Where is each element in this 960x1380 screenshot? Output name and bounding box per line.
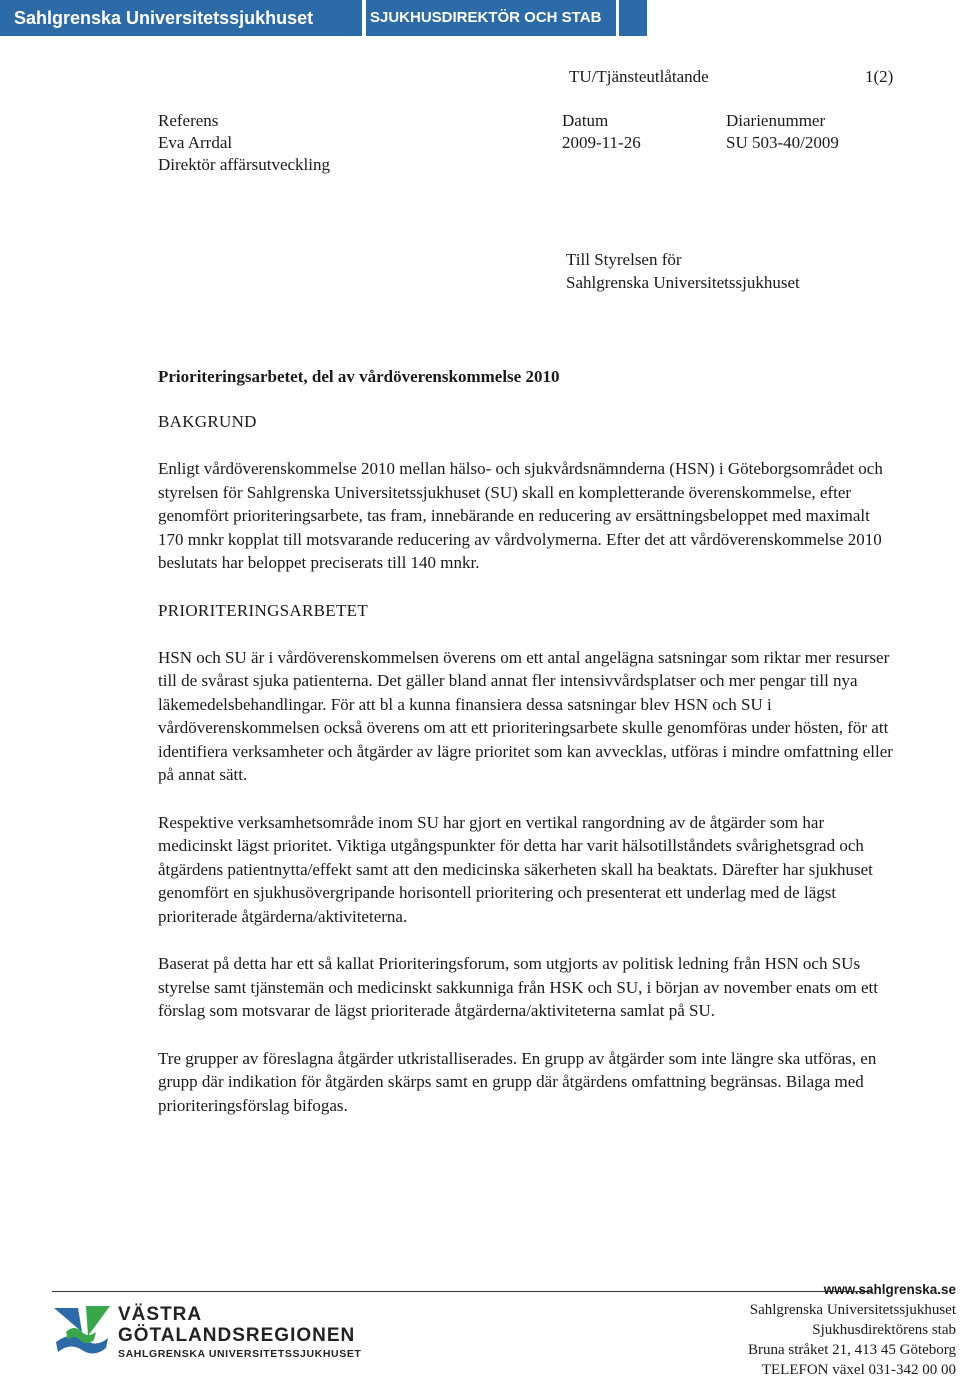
website-link[interactable]: www.sahlgrenska.se <box>823 1282 956 1297</box>
diary-label: Diarienummer <box>726 111 826 130</box>
banner-hospital-name: Sahlgrenska Universitetssjukhuset <box>0 0 362 36</box>
logo-text-line: VÄSTRA <box>118 1304 203 1325</box>
footer-dept: Sjukhusdirektörens stab <box>812 1322 956 1338</box>
recipient-line: Till Styrelsen för <box>566 250 682 269</box>
logo-text-line: SAHLGRENSKA UNIVERSITETSSJUKHUSET <box>118 1348 362 1360</box>
date-label: Datum <box>562 111 609 130</box>
paragraph: HSN och SU är i vårdöverenskommelsen överens om ett antal angelägna satsningar som riktar mer resurser till de svårast sjuka patienterna. Det gäller bland annat fler intensivvårdsplatser och mer pengar till nya läkemedelsbehandlingar. För att bl a kunna finansiera dessa satsningar blev HSN och SU i vårdöverenskommelsen också överens om att ett prioriteringsarbete skulle genomföras under hösten, för att identifiera verksamheter och åtgärder av lägre prioritet som kan avvecklas, utföras i mindre omfattning eller på annat sätt. <box>158 647 893 784</box>
date-block <box>562 110 641 154</box>
banner-unit-name: SJUKHUSDIREKTÖR OCH STAB <box>366 0 616 36</box>
recipient-block <box>566 248 800 294</box>
document-type: TU/Tjänsteutlåtande <box>569 67 709 86</box>
paragraph: Tre grupper av föreslagna åtgärder utkristalliserades. En grupp av åtgärder som inte längre ska utföras, en grupp där indikation för åtgärden skärps samt en grupp där åtgärdens omfattning begränsas. Bilaga med prioriteringsförslag bifogas. <box>158 1048 877 1115</box>
reference-label: Referens <box>158 111 219 130</box>
reference-block <box>158 110 330 176</box>
diary-block <box>726 110 839 154</box>
reference-title: Direktör affärsutveckling <box>158 155 330 174</box>
header-banner <box>0 0 960 36</box>
page-number: 1(2) <box>865 67 894 86</box>
document-body <box>158 365 898 1141</box>
document-title: Prioriteringsarbetet, del av vårdöverenskommelse 2010 <box>158 367 560 386</box>
paragraph: Enligt vårdöverenskommelse 2010 mellan hälso- och sjukvårdsnämnderna (HSN) i Göteborgsområdet och styrelsen för Sahlgrenska Universitetssjukhuset (SU) skall en kompletterande överenskommelse, efter genomfört prioriteringsarbete, tas fram, innebärande en reducering av ersättningsbeloppet med maximalt 170 mnkr kopplat till motsvarande reducering av vårdvolymerna. Efter det att vårdöverenskommelse 2010 beslutats har beloppet preciserats till 140 mnkr. <box>158 459 883 572</box>
diary-value: SU 503-40/2009 <box>726 133 839 152</box>
paragraph: Baserat på detta har ett så kallat Prioriteringsforum, som utgjorts av politisk ledning från HSN och SUs styrelse samt tjänstemän och medicinskt sakkunniga från HSK och SU, i början av november enats om ett förslag som motsvarar de lägst prioriterade åtgärderna/aktiviteterna samlat på SU. <box>158 954 878 1020</box>
vgr-logo-icon <box>52 1302 112 1362</box>
section-heading-background: BAKGRUND <box>158 412 257 431</box>
recipient-line: Sahlgrenska Universitetssjukhuset <box>566 273 800 292</box>
banner-tail-block <box>619 0 647 36</box>
paragraph: Respektive verksamhetsområde inom SU har gjort en vertikal rangordning av de åtgärder som har medicinskt lägst prioritet. Viktiga utgångspunkter för detta har varit hälsotillståndets svårighetsgrad och åtgärdens patientnytta/effekt samt att den medicinska säkerheten skall ha beaktats. Därefter har sjukhuset genomfört en sjukhusövergripande horisontell prioritering och presenterat ett underlag med de lägst prioriterade åtgärderna/aktiviteterna. <box>158 812 873 926</box>
footer-phone: TELEFON växel 031-342 00 00 <box>761 1362 956 1378</box>
section-heading-prioritization: PRIORITERINGSARBETET <box>158 600 368 620</box>
date-value: 2009-11-26 <box>562 133 641 152</box>
footer-org: Sahlgrenska Universitetssjukhuset <box>749 1302 956 1318</box>
reference-name: Eva Arrdal <box>158 133 233 152</box>
footer-address: Bruna stråket 21, 413 45 Göteborg <box>747 1342 956 1358</box>
footer-contact <box>748 1280 956 1380</box>
vgr-logo <box>52 1302 372 1364</box>
logo-text-line: GÖTALANDSREGIONEN <box>118 1325 356 1346</box>
